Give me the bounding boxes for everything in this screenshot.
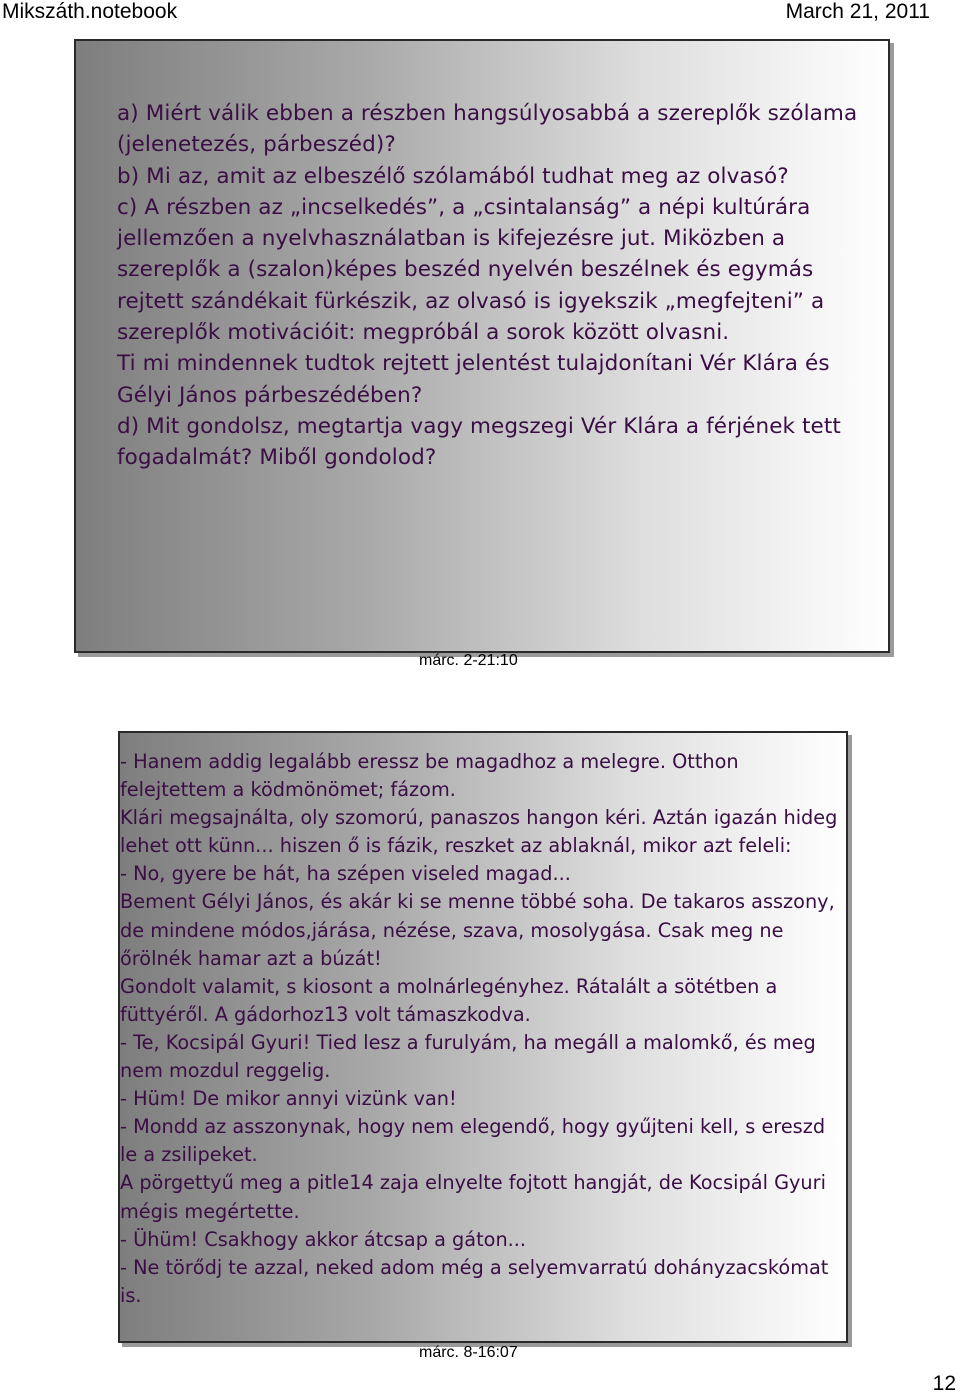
page-number: 12 — [932, 1372, 956, 1395]
excerpt-paragraph: Bement Gélyi János, és akár ki se menne többé soha. De takaros asszony, de mindene módos,járása, nézése, szava, mosolygása. Csak meg ne őrölnék hamar azt a búzát! — [120, 890, 835, 970]
header-date: March 21, 2011 — [785, 0, 930, 23]
question-a: a) Miért válik ebben a részben hangsúlyosabbá a szereplők szólama (jelenetezés, párbeszéd)? — [117, 101, 858, 158]
excerpt-paragraph: Gondolt valamit, s kiosont a molnárlegényhez. Rátalált a sötétben a füttyéről. A gádorhoz13 volt támaszkodva. — [120, 974, 778, 1026]
excerpt-paragraph: - Mondd az asszonynak, hogy nem elegendő, hogy gyűjteni kell, s ereszd le a zsilipeket. — [120, 1115, 826, 1167]
slide-timestamp: márc. 8-16:07 — [419, 1344, 518, 1361]
excerpt-paragraph: Klári megsajnálta, oly szomorú, panaszos hangon kéri. Aztán igazán hideg lehet ott künn... hiszen ő is fázik, reszket az ablaknál, mikor azt feleli: — [120, 806, 838, 858]
question-c-followup: Ti mi mindennek tudtok rejtett jelentést tulajdonítani Vér Klára és Gélyi János párbeszédében? — [117, 351, 830, 408]
excerpt-paragraph: - Hanem addig legalább eressz be magadhoz a melegre. Otthon felejtettem a ködmönömet; fázom. — [120, 750, 739, 802]
slide-excerpt-text — [120, 748, 844, 1310]
slide-questions — [74, 39, 890, 653]
question-c: c) A részben az „incselkedés”, a „csintalanság” a népi kultúrára jellemzően a nyelvhasználatban is kifejezésre jut. Miközben a szereplők a (szalon)képes beszéd nyelvén beszélnek és egymás rejtett szándékait fürkészik, az olvasó is igyekszik „megfejteni” a szereplők motivációit: megpróbál a sorok között olvasni. — [117, 194, 825, 346]
excerpt-paragraph: - Te, Kocsipál Gyuri! Tied lesz a furulyám, ha megáll a malomkő, és meg nem mozdul reggelig. — [120, 1030, 816, 1083]
question-b: b) Mi az, amit az elbeszélő szólamából tudhat meg az olvasó? — [117, 163, 789, 189]
slide-excerpt — [118, 731, 848, 1343]
excerpt-paragraph: - No, gyere be hát, ha szépen viseled magad... — [120, 862, 571, 886]
excerpt-paragraph: - Ne törődj te azzal, neked adom még a selyemvarratú dohányzacskómat is. — [120, 1255, 829, 1307]
question-d: d) Mit gondolsz, megtartja vagy megszegi Vér Klára a férjének tett fogadalmát? Miből gondolod? — [117, 413, 841, 471]
excerpt-paragraph: - Ühüm! Csakhogy akkor átcsap a gáton... — [120, 1227, 527, 1251]
slide-questions-text — [117, 98, 877, 474]
notebook-title: Mikszáth.notebook — [2, 0, 178, 23]
slide-timestamp: márc. 2-21:10 — [419, 652, 518, 669]
excerpt-paragraph: - Hüm! De mikor annyi vizünk van! — [120, 1087, 457, 1111]
excerpt-paragraph: A pörgettyű meg a pitle14 zaja elnyelte fojtott hangját, de Kocsipál Gyuri mégis megértette. — [120, 1171, 826, 1223]
